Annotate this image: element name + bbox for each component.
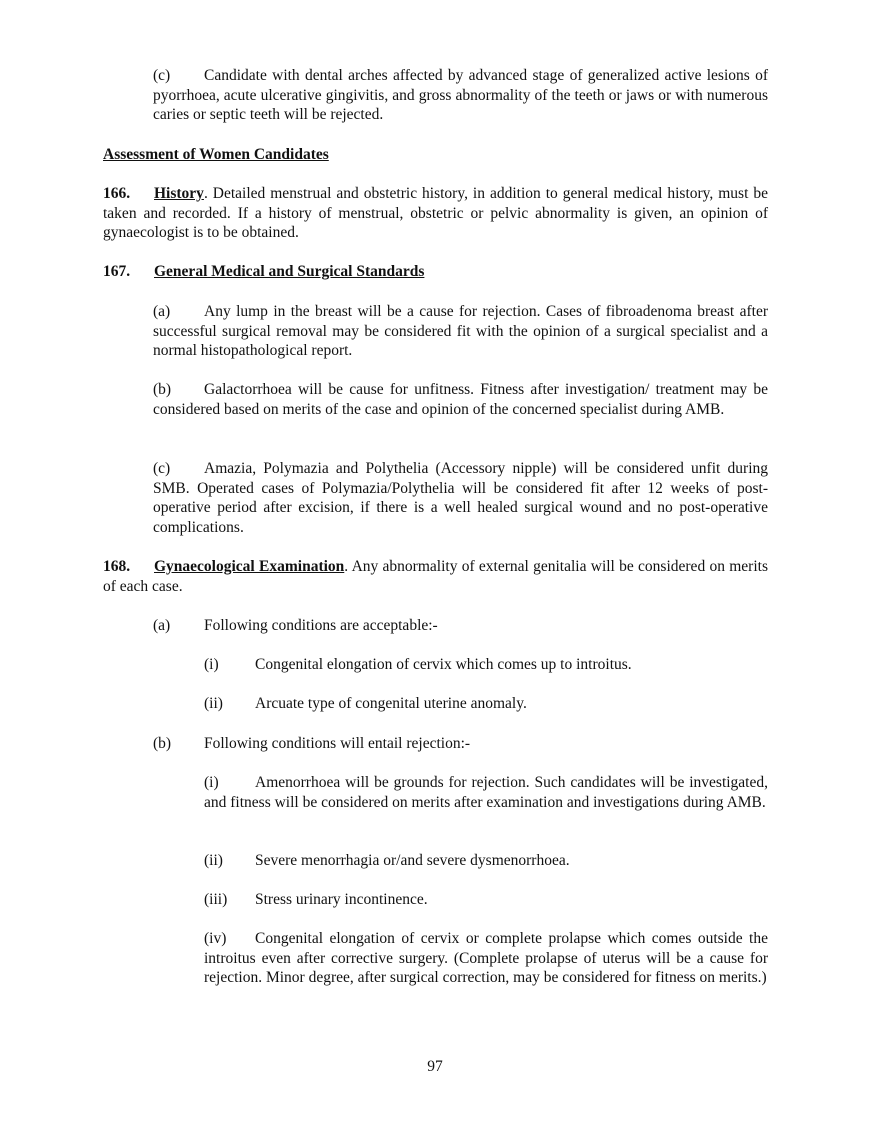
item-label: (a) [153,303,171,320]
paragraph-title: General Medical and Surgical Standards [154,263,425,280]
paragraph-title: History [154,185,204,202]
item-text: Severe menorrhagia or/and severe dysmenorrhoea. [255,852,570,869]
item-text: Stress urinary incontinence. [255,891,428,908]
item-label: (i) [204,774,219,791]
item-label: (b) [153,735,172,752]
paragraph-number: 166. [103,185,131,202]
paragraph-title: Gynaecological Examination [154,558,345,575]
item-label: (ii) [204,852,223,869]
item-text: Any lump in the breast will be a cause for rejection. Cases of fibroadenoma breast after successful surgical removal may be considered fit with the opinion of a surgical specialist and a normal histopathological report. [153,303,768,360]
item-text: Galactorrhoea will be cause for unfitness. Fitness after investigation/ treatment may be considered based on merits of the case and opinion of the concerned specialist during AMB. [153,381,768,418]
item-text: Arcuate type of congenital uterine anomaly. [255,695,527,712]
item-168-a-i [204,655,632,675]
item-text: Following conditions will entail rejection:- [204,735,471,752]
paragraph-167-heading [103,262,768,282]
item-label: (iv) [204,930,227,947]
item-168-b-ii [204,851,570,871]
paragraph-166 [103,184,768,243]
item-168-a [153,616,438,636]
item-text: Candidate with dental arches affected by advanced stage of generalized active lesions of pyorrhoea, acute ulcerative gingivitis, and gross abnormality of the teeth or jaws or with numerous caries or septic teeth will be rejected. [153,67,768,124]
item-label: (i) [204,656,219,673]
section-heading-text: Assessment of Women Candidates [103,146,329,163]
item-168-b [153,734,470,754]
item-168-b-iv [204,929,768,988]
paragraph-168 [103,557,768,596]
item-168-b-i [204,773,768,812]
item-167-b [153,380,768,419]
item-label: (iii) [204,891,228,908]
item-label: (c) [153,67,171,84]
item-text: Amazia, Polymazia and Polythelia (Accessory nipple) will be considered unfit during SMB. Operated cases of Polymazia/Polythelia will be considered fit after 12 weeks of post-operative period after excision, if there is a well healed surgical wound and no post-operative complications. [153,460,768,536]
item-label: (c) [153,460,171,477]
page-number: 97 [427,1058,443,1075]
paragraph-text: . Detailed menstrual and obstetric history, in addition to general medical history, must be taken and recorded. If a history of menstrual, obstetric or pelvic abnormality is given, an opinion of gynaecologist is to be obtained. [103,185,768,242]
section-heading [103,145,768,165]
item-label: (ii) [204,695,223,712]
item-167-a [153,302,768,361]
paragraph-text: . Any abnormality of external genitalia will be considered on merits of each case. [103,558,768,595]
item-label: (a) [153,617,171,634]
item-text: Congenital elongation of cervix which comes up to introitus. [255,656,632,673]
item-168-b-iii [204,890,428,910]
paragraph-number: 167. [103,263,131,280]
item-168-a-ii [204,694,527,714]
paragraph-number: 168. [103,558,131,575]
item-label: (b) [153,381,172,398]
item-text: Congenital elongation of cervix or complete prolapse which comes outside the introitus even after corrective surgery. (Complete prolapse of uterus will be a cause for rejection. Minor degree, after surgical correction, may be considered for fitness on merits.) [204,930,768,987]
item-167-c [153,459,768,537]
paragraph-c-dental [153,66,768,125]
item-text: Following conditions are acceptable:- [204,617,438,634]
item-text: Amenorrhoea will be grounds for rejection. Such candidates will be investigated, and fitness will be considered on merits after examination and investigations during AMB. [204,774,768,811]
